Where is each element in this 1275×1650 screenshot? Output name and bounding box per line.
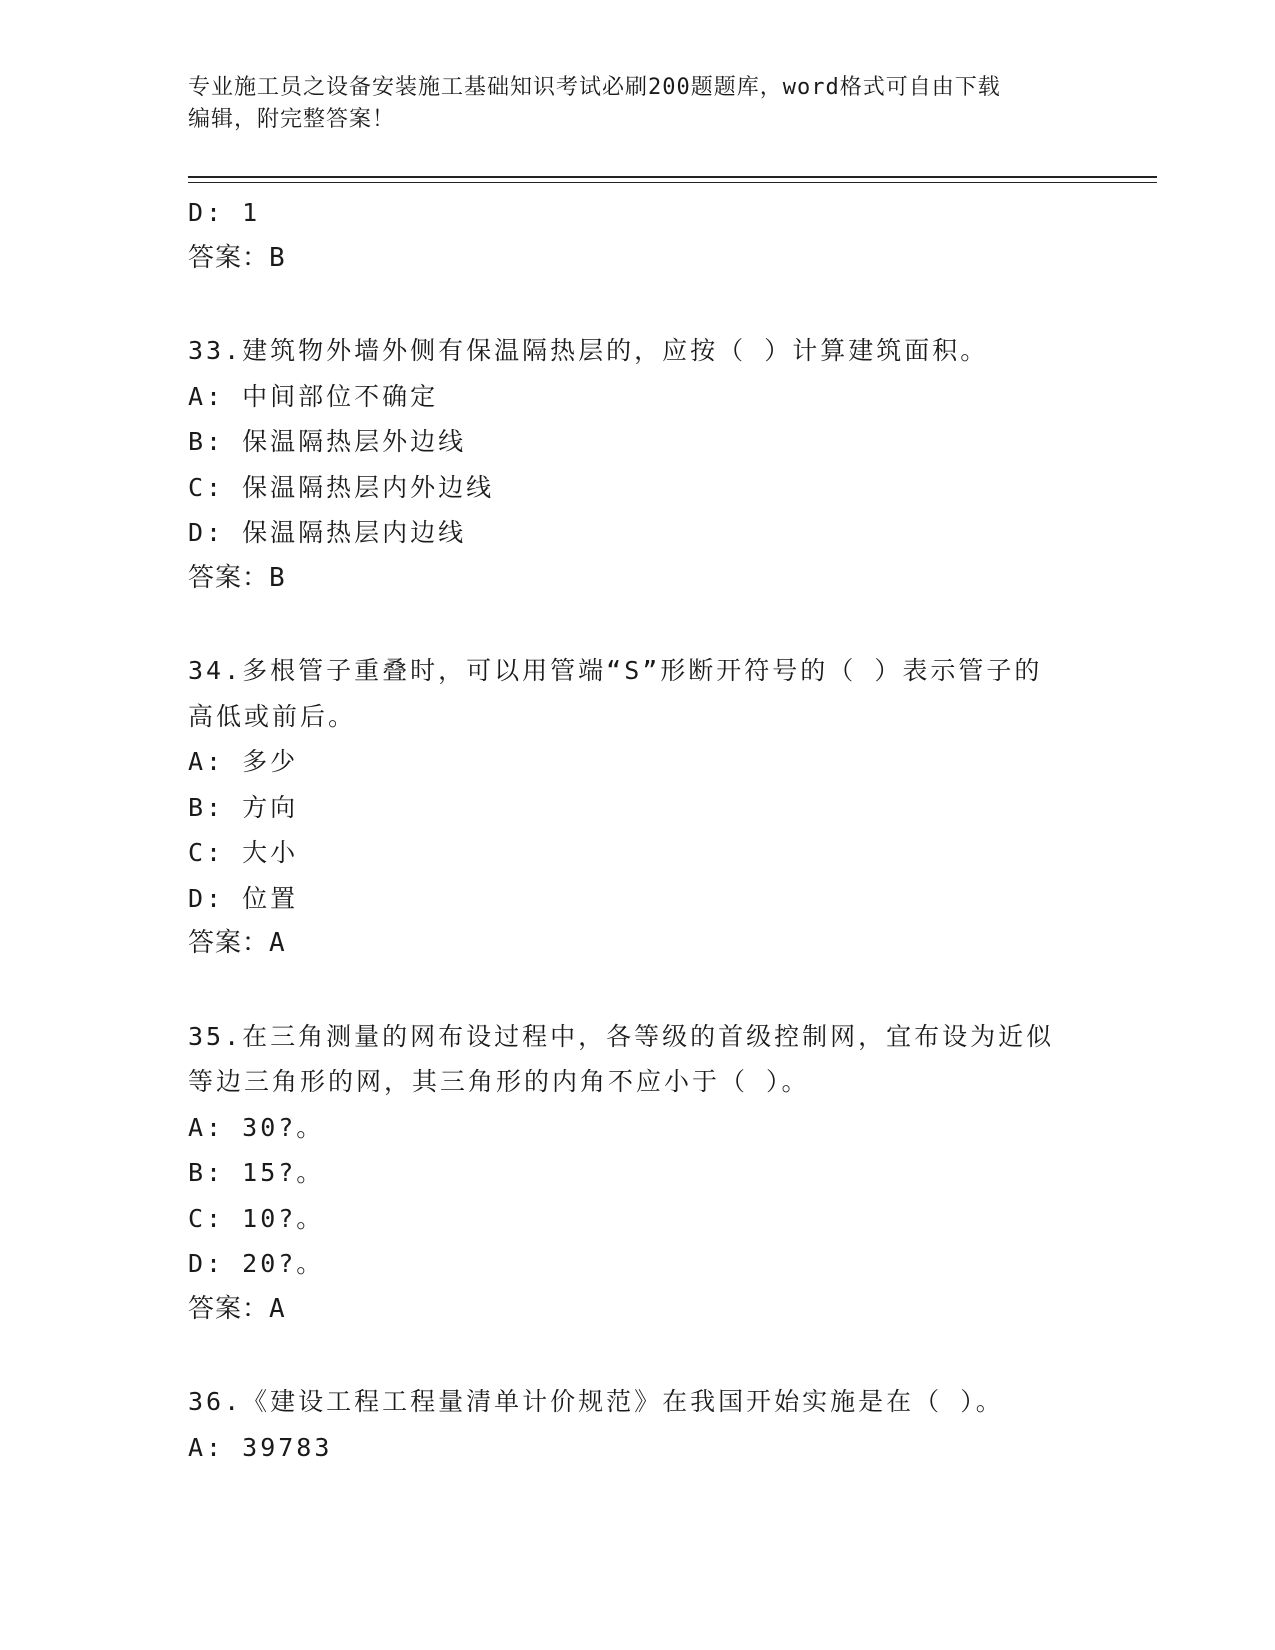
option-c: C: 10?。 bbox=[188, 1203, 325, 1233]
question-text-continued: 高低或前后。 bbox=[188, 701, 357, 731]
option-c: C: 保温隔热层内外边线 bbox=[188, 472, 495, 502]
header-line-2: 编辑，附完整答案！ bbox=[188, 107, 396, 132]
option-a: A: 30?。 bbox=[188, 1112, 325, 1142]
question-35 bbox=[188, 1014, 1088, 1333]
prev-answer: 答案：B bbox=[188, 242, 286, 273]
question-36 bbox=[188, 1379, 1088, 1470]
question-text-continued: 等边三角形的网，其三角形的内角不应小于（ ）。 bbox=[188, 1067, 810, 1096]
option-a: A: 多少 bbox=[188, 747, 299, 776]
question-text: 36.《建设工程工程量清单计价规范》在我国开始实施是在（ ）。 bbox=[188, 1387, 1004, 1416]
question-text: 33.建筑物外墙外侧有保温隔热层的，应按（ ）计算建筑面积。 bbox=[188, 336, 989, 365]
option-c: C: 大小 bbox=[188, 838, 299, 867]
question-text: 34.多根管子重叠时，可以用管端“S”形断开符号的（ ）表示管子的 bbox=[188, 656, 1043, 685]
option-a: A: 39783 bbox=[188, 1432, 333, 1462]
option-a: A: 中间部位不确定 bbox=[188, 381, 439, 411]
header-divider-thin bbox=[188, 182, 1157, 183]
option-d: D: 位置 bbox=[188, 883, 299, 913]
option-b: B: 15?。 bbox=[188, 1158, 325, 1187]
header-divider-thick bbox=[188, 176, 1157, 178]
option-b: B: 方向 bbox=[188, 792, 299, 822]
question-text: 35.在三角测量的网布设过程中，各等级的首级控制网，宜布设为近似 bbox=[188, 1021, 1055, 1051]
answer: 答案：A bbox=[188, 1293, 286, 1324]
answer: 答案：B bbox=[188, 562, 286, 593]
question-list bbox=[188, 190, 1088, 1470]
header-line-1: 专业施工员之设备安装施工基础知识考试必刷200题题库，word格式可自由下载 bbox=[188, 75, 1001, 100]
prev-option-d: D: 1 bbox=[188, 198, 261, 227]
question-33 bbox=[188, 328, 1088, 601]
answer: 答案：A bbox=[188, 928, 286, 958]
document-header bbox=[188, 72, 1088, 136]
option-b: B: 保温隔热层外边线 bbox=[188, 427, 467, 456]
option-d: D: 20?。 bbox=[188, 1249, 325, 1278]
question-34 bbox=[188, 648, 1088, 967]
option-d: D: 保温隔热层内边线 bbox=[188, 518, 467, 547]
